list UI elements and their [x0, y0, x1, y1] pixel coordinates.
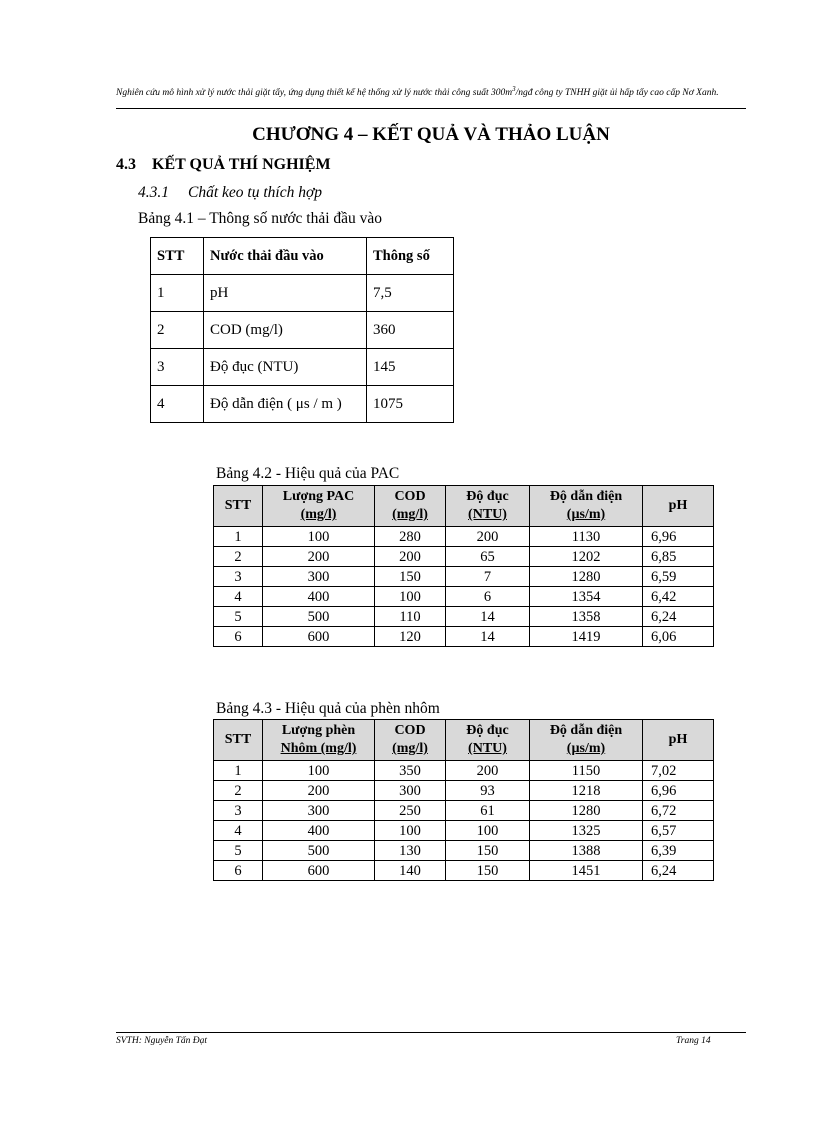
table-row — [214, 801, 714, 821]
table-cell: 3 — [151, 349, 204, 386]
table-cell: 500 — [263, 607, 375, 627]
table-cell: 2 — [151, 312, 204, 349]
table-cell: 6,85 — [643, 547, 714, 567]
table-cell: 2 — [214, 547, 263, 567]
header-cell — [263, 720, 375, 761]
table-cell: 3 — [214, 801, 263, 821]
table-cell: 145 — [367, 349, 454, 386]
subsection-title: Chất keo tụ thích hợp — [188, 184, 322, 201]
table-cell: 1280 — [530, 567, 643, 587]
table-row — [214, 861, 714, 881]
header-cell — [214, 486, 263, 527]
section-heading — [116, 156, 331, 174]
header-cell — [530, 486, 643, 527]
table-row — [214, 567, 714, 587]
table-4-3 — [213, 719, 714, 881]
header-top: Độ đục — [466, 723, 509, 738]
table-cell: 14 — [446, 627, 530, 647]
header-top: pH — [668, 732, 688, 747]
table-cell: 5 — [214, 841, 263, 861]
table-cell: 100 — [375, 821, 446, 841]
table-4-2-caption: Bảng 4.2 - Hiệu quả của PAC — [216, 465, 400, 482]
table-cell: 6,06 — [643, 627, 714, 647]
table-cell: 120 — [375, 627, 446, 647]
table-cell: 61 — [446, 801, 530, 821]
table-cell: 200 — [446, 527, 530, 547]
table-header-row — [151, 238, 454, 275]
table-cell: 1451 — [530, 861, 643, 881]
table-cell: 140 — [375, 861, 446, 881]
table-4-2 — [213, 485, 714, 647]
table-cell: 3 — [214, 567, 263, 587]
table-cell: 1075 — [367, 386, 454, 423]
table-row — [214, 821, 714, 841]
header-cell — [643, 486, 714, 527]
table-header-row — [214, 486, 714, 527]
table-row — [214, 781, 714, 801]
header-cell: Nước thải đầu vào — [204, 238, 367, 275]
header-bottom: (NTU) — [468, 741, 507, 756]
table-cell: 280 — [375, 527, 446, 547]
table-cell: 1150 — [530, 761, 643, 781]
header-bottom: Nhôm (mg/l) — [280, 741, 357, 756]
header-bottom: (mg/l) — [392, 741, 428, 756]
table-cell: 1202 — [530, 547, 643, 567]
table-cell: 93 — [446, 781, 530, 801]
table-cell: 360 — [367, 312, 454, 349]
table-4-1 — [150, 237, 454, 423]
header-text-end: /ngđ công ty TNHH giặt ủi hấp tẩy cao cấp Nơ Xanh. — [515, 88, 719, 99]
table-cell: 600 — [263, 861, 375, 881]
running-header — [116, 83, 746, 99]
table-cell: 1354 — [530, 587, 643, 607]
table-4-1-caption: Bảng 4.1 – Thông số nước thải đầu vào — [138, 210, 383, 227]
table-cell: 300 — [263, 801, 375, 821]
header-cell — [375, 486, 446, 527]
header-top: Độ dẫn điện — [549, 489, 623, 504]
table-cell: 7 — [446, 567, 530, 587]
table-cell: 500 — [263, 841, 375, 861]
subsection-heading — [138, 184, 322, 202]
header-top: Độ đục — [466, 489, 509, 504]
table-cell: 200 — [263, 547, 375, 567]
table-cell: 6,57 — [643, 821, 714, 841]
header-top: STT — [224, 498, 252, 513]
table-cell: 6,24 — [643, 607, 714, 627]
table-row — [151, 275, 454, 312]
header-bottom: (µs/m) — [566, 507, 606, 522]
table-row — [151, 386, 454, 423]
table-cell: 6,24 — [643, 861, 714, 881]
table-cell: 1419 — [530, 627, 643, 647]
header-top: Lượng phèn — [281, 723, 356, 738]
table-cell: 100 — [446, 821, 530, 841]
table-row — [214, 841, 714, 861]
table-header-row — [214, 720, 714, 761]
header-cell — [263, 486, 375, 527]
footer-page-number: Trang 14 — [676, 1036, 711, 1046]
table-row — [214, 527, 714, 547]
table-cell: 7,02 — [643, 761, 714, 781]
table-cell: 100 — [263, 527, 375, 547]
table-cell: 200 — [446, 761, 530, 781]
subsection-number: 4.3.1 — [138, 184, 169, 201]
table-cell: 6,42 — [643, 587, 714, 607]
header-cell — [643, 720, 714, 761]
table-cell: 300 — [375, 781, 446, 801]
header-superscript: 3 — [512, 85, 516, 93]
footer-author: SVTH: Nguyễn Tấn Đạt — [116, 1036, 208, 1046]
table-cell: 1325 — [530, 821, 643, 841]
table-cell: 1 — [214, 761, 263, 781]
table-cell: 130 — [375, 841, 446, 861]
table-cell: 6 — [214, 861, 263, 881]
table-cell: 7,5 — [367, 275, 454, 312]
table-cell: 14 — [446, 607, 530, 627]
header-top: Lượng PAC — [282, 489, 355, 504]
header-cell — [214, 720, 263, 761]
header-cell: STT — [151, 238, 204, 275]
header-bottom: (µs/m) — [566, 741, 606, 756]
table-cell: 1358 — [530, 607, 643, 627]
table-row — [214, 587, 714, 607]
table-cell: pH — [204, 275, 367, 312]
table-cell: 1 — [214, 527, 263, 547]
table-row — [214, 761, 714, 781]
table-cell: 1388 — [530, 841, 643, 861]
footer-divider — [116, 1032, 746, 1033]
header-top: pH — [668, 498, 688, 513]
chapter-title: CHƯƠNG 4 – KẾT QUẢ VÀ THẢO LUẬN — [252, 124, 610, 145]
table-cell: 1 — [151, 275, 204, 312]
section-number: 4.3 — [116, 156, 136, 173]
header-divider — [116, 108, 746, 109]
header-bottom: (mg/l) — [392, 507, 428, 522]
table-cell: 1218 — [530, 781, 643, 801]
header-bottom: (mg/l) — [300, 507, 337, 522]
table-cell: 350 — [375, 761, 446, 781]
header-cell — [375, 720, 446, 761]
table-cell: 200 — [375, 547, 446, 567]
section-title: KẾT QUẢ THÍ NGHIỆM — [152, 156, 331, 173]
table-cell: 100 — [263, 761, 375, 781]
header-bottom: (NTU) — [468, 507, 507, 522]
header-top: Độ dẫn điện — [549, 723, 623, 738]
table-cell: Độ đục (NTU) — [204, 349, 367, 386]
table-cell: 300 — [263, 567, 375, 587]
header-text: Nghiên cứu mô hình xử lý nước thải giặt tẩy, ứng dụng thiết kế hệ thống xử lý nước thải công suất 300m — [116, 88, 513, 99]
header-top: COD — [394, 723, 426, 738]
table-cell: 6,39 — [643, 841, 714, 861]
table-cell: 150 — [446, 841, 530, 861]
table-4-3-caption: Bảng 4.3 - Hiệu quả của phèn nhôm — [216, 700, 440, 717]
table-row — [151, 349, 454, 386]
table-cell: 6,59 — [643, 567, 714, 587]
table-cell: 1280 — [530, 801, 643, 821]
header-cell — [530, 720, 643, 761]
table-cell: 200 — [263, 781, 375, 801]
table-row — [151, 312, 454, 349]
table-cell: 6,96 — [643, 781, 714, 801]
table-cell: 65 — [446, 547, 530, 567]
table-cell: 150 — [446, 861, 530, 881]
table-cell: 6 — [214, 627, 263, 647]
table-cell: 4 — [214, 821, 263, 841]
table-row — [214, 547, 714, 567]
table-cell: 400 — [263, 821, 375, 841]
header-top: STT — [224, 732, 252, 747]
table-cell: 6 — [446, 587, 530, 607]
header-cell: Thông số — [367, 238, 454, 275]
table-cell: 110 — [375, 607, 446, 627]
header-cell — [446, 486, 530, 527]
table-cell: 6,96 — [643, 527, 714, 547]
table-cell: 1130 — [530, 527, 643, 547]
table-cell: 400 — [263, 587, 375, 607]
table-cell: 600 — [263, 627, 375, 647]
table-cell: 4 — [151, 386, 204, 423]
table-row — [214, 607, 714, 627]
header-top: COD — [394, 489, 426, 504]
table-cell: 4 — [214, 587, 263, 607]
table-cell: Độ dẫn điện ( μs / m ) — [204, 386, 367, 423]
table-cell: 100 — [375, 587, 446, 607]
table-cell: COD (mg/l) — [204, 312, 367, 349]
table-cell: 250 — [375, 801, 446, 821]
table-cell: 5 — [214, 607, 263, 627]
table-cell: 6,72 — [643, 801, 714, 821]
table-cell: 150 — [375, 567, 446, 587]
table-row — [214, 627, 714, 647]
header-cell — [446, 720, 530, 761]
table-cell: 2 — [214, 781, 263, 801]
